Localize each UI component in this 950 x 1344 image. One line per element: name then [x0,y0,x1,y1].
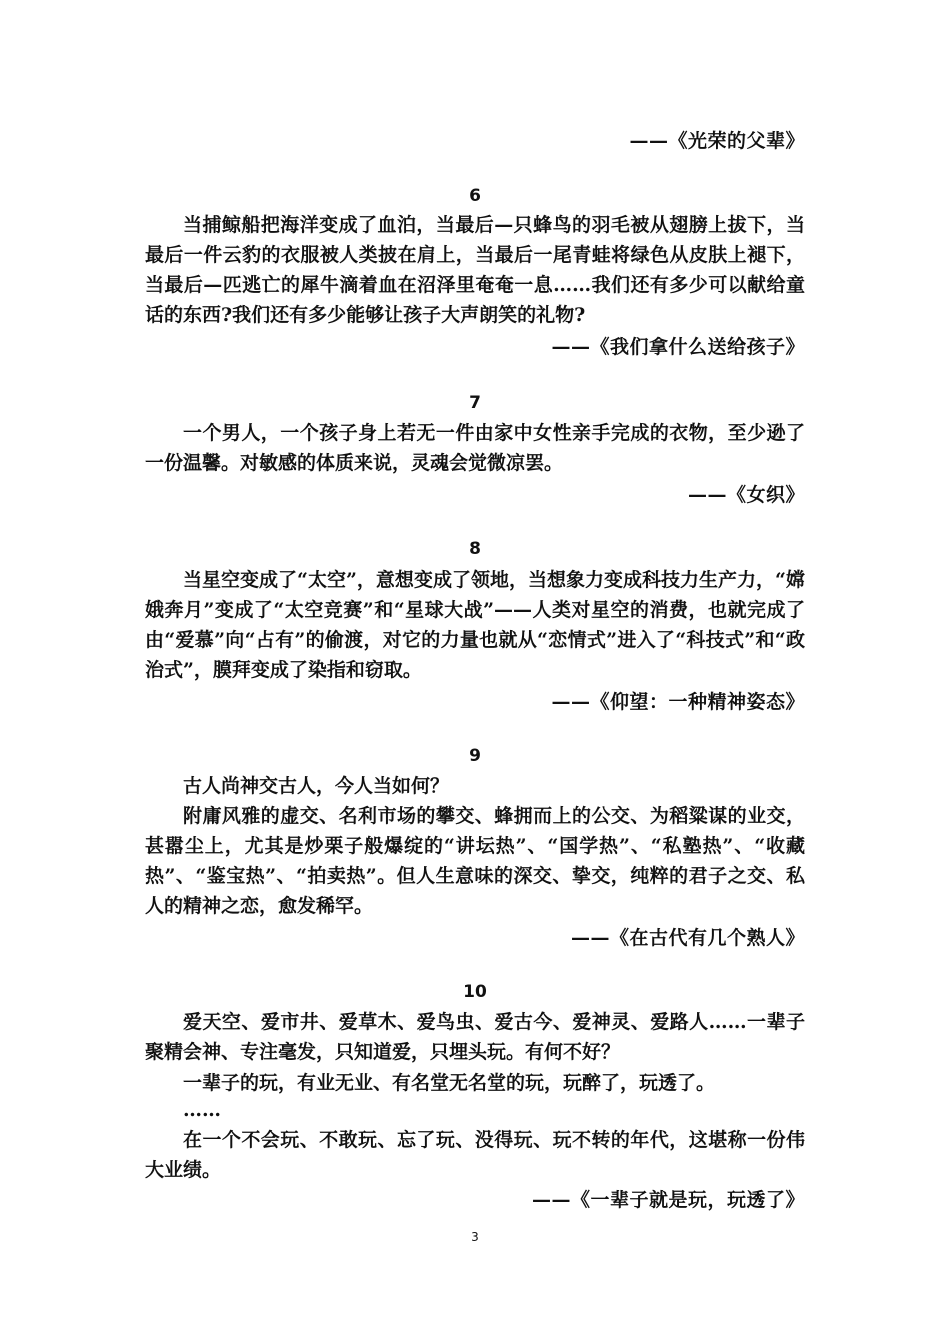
ellipsis-line: …… [183,1099,221,1121]
section-number: 10 [463,982,487,1002]
paragraph: 爱天空、爱市井、爱草木、爱鸟虫、爱古今、爱神灵、爱路人……一辈子聚精会神、专注毫发，只知道爱，只埋头玩。有何不好？ [145,1011,805,1063]
source-citation: ——《女织》 [687,484,805,506]
paragraph: 古人尚神交古人，今人当如何？ [183,775,450,797]
section-number: 9 [469,746,481,766]
source-citation: ——《在古代有几个熟人》 [570,927,805,949]
source-citation: ——《光荣的父辈》 [629,130,805,152]
paragraph: 当捕鲸船把海洋变成了血泊，当最后—只蜂鸟的羽毛被从翅膀上拔下，当最后一件云豹的衣服被人类披在肩上，当最后一尾青蛙将绿色从皮肤上褪下，当最后—匹逃亡的犀牛滴着血在沼泽里奄奄一息……我们还有多少可以献给童话的东西?我们还有多少能够让孩子大声朗笑的礼物? [145,214,805,326]
section-number: 7 [469,393,481,413]
section-number: 8 [469,539,481,559]
paragraph: 当星空变成了“太空”，意想变成了领地，当想象力变成科技力生产力，“嫦娥奔月”变成了“太空竞赛”和“星球大战”——人类对星空的消费，也就完成了由“爱慕”向“占有”的偷渡，对它的力量也就从“恋情式”进入了“科技式”和“政治式”，膜拜变成了染指和窃取。 [145,569,805,681]
paragraph: 附庸风雅的虚交、名利市场的攀交、蜂拥而上的公交、为稻粱谋的业交，甚嚣尘上，尤其是炒栗子般爆绽的“讲坛热”、“国学热”、“私塾热”、“收藏热”、“鉴宝热”、“拍卖热”。但人生意味的深交、挚交，纯粹的君子之交、私人的精神之恋，愈发稀罕。 [145,805,805,917]
document-page [145,0,805,1344]
paragraph: 一辈子的玩，有业无业、有名堂无名堂的玩，玩醉了，玩透了。 [183,1072,716,1094]
page-number: 3 [471,1230,479,1244]
source-citation: ——《我们拿什么送给孩子》 [551,336,805,358]
source-citation: ——《一辈子就是玩，玩透了》 [531,1189,805,1211]
paragraph: 一个男人，一个孩子身上若无一件由家中女性亲手完成的衣物，至少逊了一份温馨。对敏感的体质来说，灵魂会觉微凉罢。 [145,422,805,474]
source-citation: ——《仰望：一种精神姿态》 [551,691,805,713]
section-number: 6 [469,186,481,206]
paragraph: 在一个不会玩、不敢玩、忘了玩、没得玩、玩不转的年代，这堪称一份伟大业绩。 [145,1129,805,1181]
